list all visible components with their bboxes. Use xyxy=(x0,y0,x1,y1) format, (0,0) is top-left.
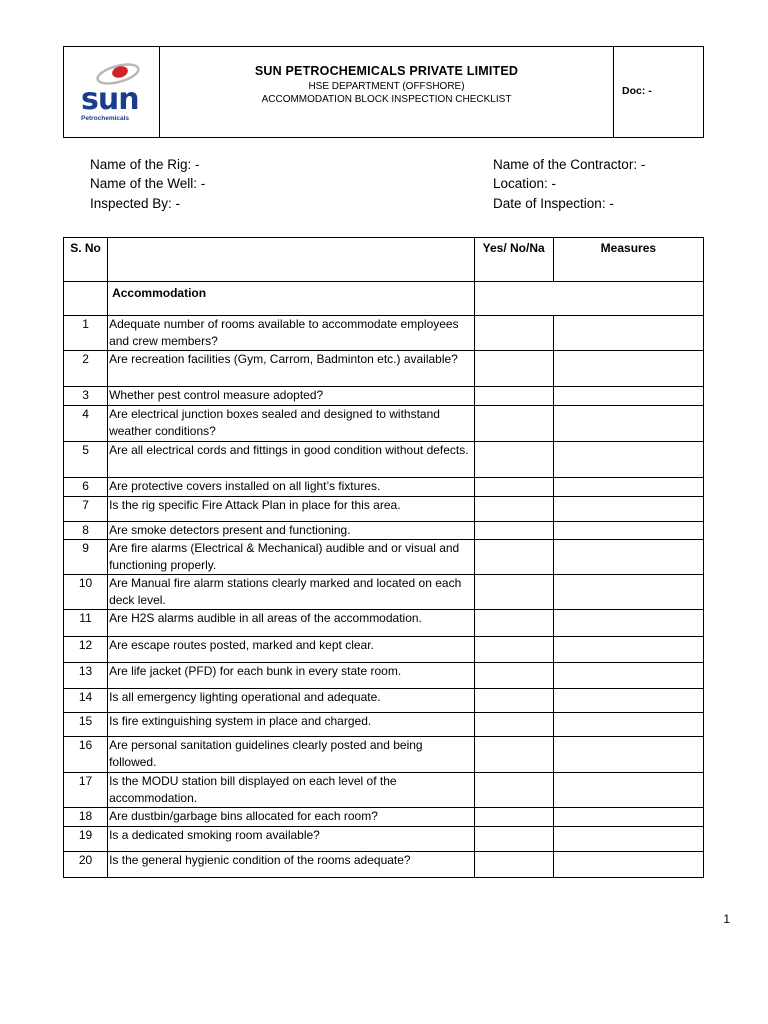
yes-no-na-cell[interactable] xyxy=(474,406,553,442)
table-row xyxy=(64,478,704,497)
yes-no-na-cell[interactable] xyxy=(474,852,553,878)
checklist-item: Is all emergency lighting operational and adequate. xyxy=(108,689,475,713)
row-number: 11 xyxy=(64,610,108,637)
table-row xyxy=(64,406,704,442)
table-row xyxy=(64,540,704,575)
row-number: 5 xyxy=(64,442,108,478)
title-block xyxy=(160,47,614,137)
yes-no-na-cell[interactable] xyxy=(474,351,553,387)
yes-no-na-cell[interactable] xyxy=(474,610,553,637)
measures-cell[interactable] xyxy=(553,852,703,878)
checklist-item: Whether pest control measure adopted? xyxy=(108,387,475,406)
row-number: 19 xyxy=(64,827,108,852)
yes-no-na-cell[interactable] xyxy=(474,575,553,610)
measures-cell[interactable] xyxy=(553,575,703,610)
yes-no-na-cell[interactable] xyxy=(474,713,553,737)
logo-text: sun xyxy=(81,82,139,117)
yes-no-na-cell[interactable] xyxy=(474,808,553,827)
header-measures: Measures xyxy=(553,238,703,282)
measures-cell[interactable] xyxy=(553,808,703,827)
table-row xyxy=(64,637,704,663)
section-title: Accommodation xyxy=(108,282,475,316)
table-row xyxy=(64,852,704,878)
rig-name-field: Name of the Rig: - xyxy=(90,157,200,172)
measures-cell[interactable] xyxy=(553,540,703,575)
checklist-item: Are protective covers installed on all light’s fixtures. xyxy=(108,478,475,497)
logo-subtext: Petrochemicals xyxy=(81,115,130,122)
table-row xyxy=(64,663,704,689)
checklist-item: Are dustbin/garbage bins allocated for each room? xyxy=(108,808,475,827)
contractor-field: Name of the Contractor: - xyxy=(493,157,646,172)
checklist-item: Are all electrical cords and fittings in good condition without defects. xyxy=(108,442,475,478)
measures-cell[interactable] xyxy=(553,689,703,713)
checklist-table xyxy=(63,237,704,878)
header-sno: S. No xyxy=(64,238,108,282)
row-number: 13 xyxy=(64,663,108,689)
yes-no-na-cell[interactable] xyxy=(474,737,553,773)
table-row xyxy=(64,442,704,478)
checklist-item: Are electrical junction boxes sealed and designed to withstand weather conditions? xyxy=(108,406,475,442)
section-row xyxy=(64,282,704,316)
table-row xyxy=(64,522,704,540)
checklist-item: Are personal sanitation guidelines clearly posted and being followed. xyxy=(108,737,475,773)
table-row xyxy=(64,316,704,351)
row-number: 3 xyxy=(64,387,108,406)
table-row xyxy=(64,808,704,827)
department-name: HSE DEPARTMENT (OFFSHORE) xyxy=(308,81,465,92)
checklist-item: Is the general hygienic condition of the rooms adequate? xyxy=(108,852,475,878)
row-number: 8 xyxy=(64,522,108,540)
checklist-item: Are Manual fire alarm stations clearly marked and located on each deck level. xyxy=(108,575,475,610)
measures-cell[interactable] xyxy=(553,637,703,663)
checklist-item: Are life jacket (PFD) for each bunk in every state room. xyxy=(108,663,475,689)
table-row xyxy=(64,737,704,773)
measures-cell[interactable] xyxy=(553,406,703,442)
table-row xyxy=(64,610,704,637)
row-number: 2 xyxy=(64,351,108,387)
yes-no-na-cell[interactable] xyxy=(474,442,553,478)
checklist-item: Is the MODU station bill displayed on each level of the accommodation. xyxy=(108,773,475,808)
table-row xyxy=(64,497,704,522)
row-number: 15 xyxy=(64,713,108,737)
company-logo xyxy=(64,47,160,137)
row-number: 6 xyxy=(64,478,108,497)
table-header-row xyxy=(64,238,704,282)
measures-cell[interactable] xyxy=(553,478,703,497)
row-number: 10 xyxy=(64,575,108,610)
measures-cell[interactable] xyxy=(553,827,703,852)
inspected-by-field: Inspected By: - xyxy=(90,196,181,211)
checklist-item: Are escape routes posted, marked and kept clear. xyxy=(108,637,475,663)
checklist-item: Is a dedicated smoking room available? xyxy=(108,827,475,852)
table-row xyxy=(64,689,704,713)
row-number: 17 xyxy=(64,773,108,808)
page-number: 1 xyxy=(723,912,730,926)
measures-cell[interactable] xyxy=(553,663,703,689)
company-name: SUN PETROCHEMICALS PRIVATE LIMITED xyxy=(254,64,519,78)
yes-no-na-cell[interactable] xyxy=(474,540,553,575)
location-field: Location: - xyxy=(493,176,557,191)
measures-cell[interactable] xyxy=(553,610,703,637)
measures-cell[interactable] xyxy=(553,713,703,737)
yes-no-na-cell[interactable] xyxy=(474,478,553,497)
table-row xyxy=(64,387,704,406)
table-row xyxy=(64,827,704,852)
table-row xyxy=(64,575,704,610)
measures-cell[interactable] xyxy=(553,737,703,773)
checklist-item: Is fire extinguishing system in place and charged. xyxy=(108,713,475,737)
checklist-item: Are smoke detectors present and functioning. xyxy=(108,522,475,540)
doc-label: Doc: - xyxy=(622,85,652,97)
checklist-item: Adequate number of rooms available to accommodate employees and crew members? xyxy=(108,316,475,351)
yes-no-na-cell[interactable] xyxy=(474,497,553,522)
row-number: 18 xyxy=(64,808,108,827)
yes-no-na-cell[interactable] xyxy=(474,387,553,406)
checklist-item: Are H2S alarms audible in all areas of the accommodation. xyxy=(108,610,475,637)
document-header xyxy=(63,46,704,138)
yes-no-na-cell[interactable] xyxy=(474,316,553,351)
table-row xyxy=(64,773,704,808)
well-name-field: Name of the Well: - xyxy=(90,176,206,191)
checklist-item: Is the rig specific Fire Attack Plan in place for this area. xyxy=(108,497,475,522)
header-yes-no-na: Yes/ No/Na xyxy=(474,238,553,282)
measures-cell[interactable] xyxy=(553,497,703,522)
measures-cell[interactable] xyxy=(553,522,703,540)
yes-no-na-cell[interactable] xyxy=(474,663,553,689)
row-number: 20 xyxy=(64,852,108,878)
checklist-item: Are recreation facilities (Gym, Carrom, Badminton etc.) available? xyxy=(108,351,475,387)
header-item xyxy=(108,238,475,282)
measures-cell[interactable] xyxy=(553,316,703,351)
row-number: 9 xyxy=(64,540,108,575)
row-number: 14 xyxy=(64,689,108,713)
yes-no-na-cell[interactable] xyxy=(474,827,553,852)
doc-cell xyxy=(614,47,703,137)
row-number: 4 xyxy=(64,406,108,442)
row-number: 16 xyxy=(64,737,108,773)
measures-cell[interactable] xyxy=(553,442,703,478)
yes-no-na-cell[interactable] xyxy=(474,637,553,663)
row-number: 1 xyxy=(64,316,108,351)
yes-no-na-cell[interactable] xyxy=(474,522,553,540)
yes-no-na-cell[interactable] xyxy=(474,773,553,808)
inspection-date-field: Date of Inspection: - xyxy=(493,196,614,211)
row-number: 7 xyxy=(64,497,108,522)
measures-cell[interactable] xyxy=(553,351,703,387)
row-number: 12 xyxy=(64,637,108,663)
checklist-item: Are fire alarms (Electrical & Mechanical) audible and or visual and functioning properly. xyxy=(108,540,475,575)
measures-cell[interactable] xyxy=(553,773,703,808)
document-title: ACCOMMODATION BLOCK INSPECTION CHECKLIST xyxy=(261,94,512,105)
yes-no-na-cell[interactable] xyxy=(474,689,553,713)
measures-cell[interactable] xyxy=(553,387,703,406)
table-row xyxy=(64,351,704,387)
table-row xyxy=(64,713,704,737)
